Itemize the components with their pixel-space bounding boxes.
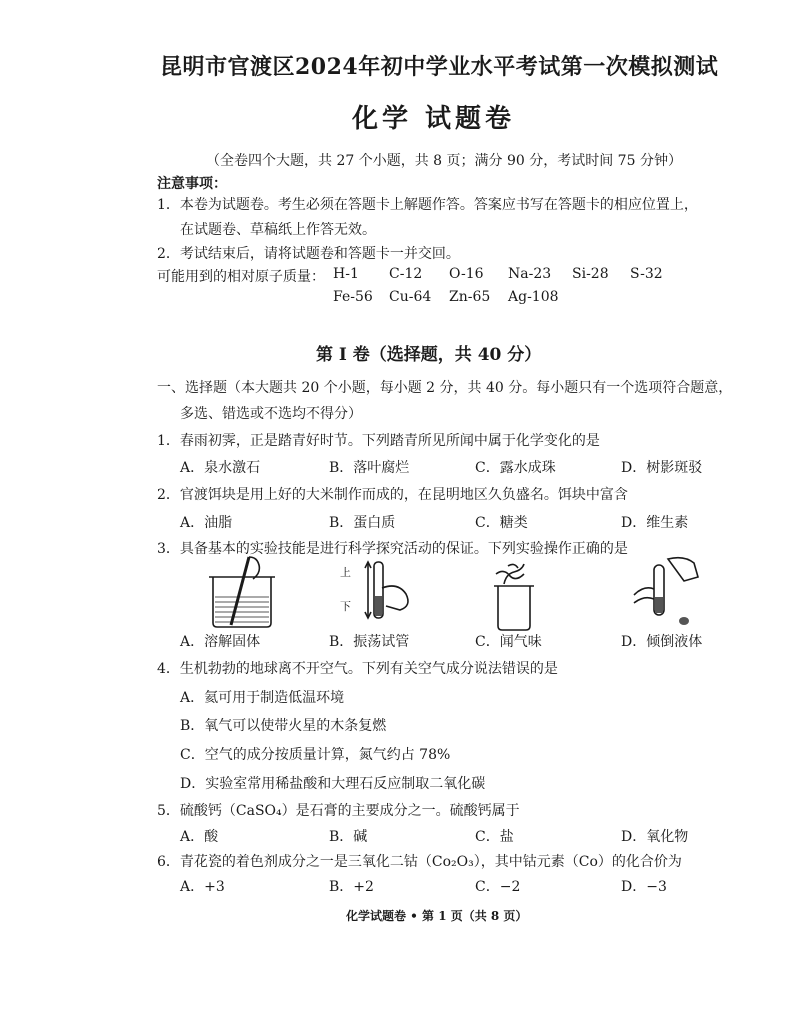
atomic-mass-h: H-1	[333, 266, 359, 282]
notice-item-2: 2．考试结束后，请将试题卷和答题卡一并交回。	[157, 246, 460, 262]
question-1-option-d: D．树影斑驳	[621, 460, 703, 476]
atomic-mass-label: 可能用到的相对原子质量：	[157, 269, 325, 285]
question-3-option-d: D．倾倒液体	[621, 634, 703, 650]
atomic-mass-si: Si-28	[572, 266, 609, 282]
figure-b-up-label: 上	[340, 566, 351, 579]
question-3-option-a: A．溶解固体	[180, 634, 261, 650]
atomic-mass-na: Na-23	[508, 266, 552, 282]
notice-item-1: 1．本卷为试题卷。考生必须在答题卡上解题作答。答案应书写在答题卡的相应位置上，	[157, 197, 698, 213]
question-3-option-c: C．闻气味	[475, 634, 542, 650]
atomic-mass-cu: Cu-64	[389, 289, 432, 305]
atomic-mass-o: O-16	[449, 266, 484, 282]
section-1-instructions-cont: 多选、错选或不选均不得分）	[180, 406, 362, 422]
question-6-option-b: B．+2	[329, 879, 374, 895]
question-1-option-c: C．露水成珠	[475, 460, 556, 476]
exam-title: 昆明市官渡区2024年初中学业水平考试第一次模拟测试	[160, 54, 719, 80]
section-1-title: 第 I 卷（选择题，共 40 分）	[316, 345, 542, 365]
question-5-stem: 5．硫酸钙（CaSO₄）是石膏的主要成分之一。硫酸钙属于	[157, 803, 520, 819]
question-5-option-a: A．酸	[180, 829, 219, 845]
smell-gas-figure	[484, 560, 544, 632]
question-2-stem: 2．官渡饵块是用上好的大米制作而成的，在昆明地区久负盛名。饵块中富含	[157, 487, 628, 503]
page-footer: 化学试题卷 • 第 1 页（共 8 页）	[346, 909, 528, 923]
question-3-option-b: B．振荡试管	[329, 634, 410, 650]
question-1-option-b: B．落叶腐烂	[329, 460, 410, 476]
question-1-option-a: A．泉水激石	[180, 460, 261, 476]
question-4-stem: 4．生机勃勃的地球离不开空气。下列有关空气成分说法错误的是	[157, 661, 558, 677]
figure-b-down-label: 下	[340, 600, 351, 613]
atomic-mass-fe: Fe-56	[333, 289, 373, 305]
notice-heading: 注意事项：	[157, 176, 227, 192]
section-1-instructions: 一、选择题（本大题共 20 个小题，每小题 2 分，共 40 分。每小题只有一个选项符合题意，	[157, 380, 733, 396]
question-5-option-b: B．碱	[329, 829, 368, 845]
question-6-stem: 6．青花瓷的着色剂成分之一是三氧化二钴（Co₂O₃），其中钴元素（Co）的化合价为	[157, 854, 682, 870]
question-5-option-c: C．盐	[475, 829, 514, 845]
question-4-option-d: D．实验室常用稀盐酸和大理石反应制取二氧化碳	[180, 776, 486, 792]
question-6-option-d: D．−3	[621, 879, 667, 895]
question-4-option-c: C．空气的成分按质量计算，氮气约占 78%	[180, 747, 451, 763]
question-4-option-b: B．氧气可以使带火星的木条复燃	[180, 718, 387, 734]
atomic-mass-c: C-12	[389, 266, 423, 282]
exam-info: （全卷四个大题，共 27 个小题，共 8 页；满分 90 分，考试时间 75 分钟）	[206, 153, 682, 169]
question-2-option-d: D．维生素	[621, 515, 689, 531]
atomic-mass-s: S-32	[630, 266, 663, 282]
question-1-stem: 1．春雨初霁，正是踏青好时节。下列踏青所见所闻中属于化学变化的是	[157, 433, 600, 449]
shake-test-tube-figure	[338, 558, 418, 628]
question-5-option-d: D．氧化物	[621, 829, 689, 845]
question-6-option-a: A．+3	[180, 879, 225, 895]
question-2-option-b: B．蛋白质	[329, 515, 396, 531]
atomic-mass-zn: Zn-65	[449, 289, 491, 305]
question-4-option-a: A．氦可用于制造低温环境	[180, 690, 345, 706]
notice-item-1-cont: 在试题卷、草稿纸上作答无效。	[180, 222, 376, 238]
question-6-option-c: C．−2	[475, 879, 521, 895]
question-3-stem: 3．具备基本的实验技能是进行科学探究活动的保证。下列实验操作正确的是	[157, 541, 628, 557]
exam-subtitle: 化学 试题卷	[352, 104, 516, 134]
question-2-option-c: C．糖类	[475, 515, 528, 531]
pour-liquid-figure	[628, 555, 708, 630]
dissolve-solid-figure	[205, 555, 280, 630]
question-2-option-a: A．油脂	[180, 515, 233, 531]
atomic-mass-ag: Ag-108	[508, 289, 559, 305]
